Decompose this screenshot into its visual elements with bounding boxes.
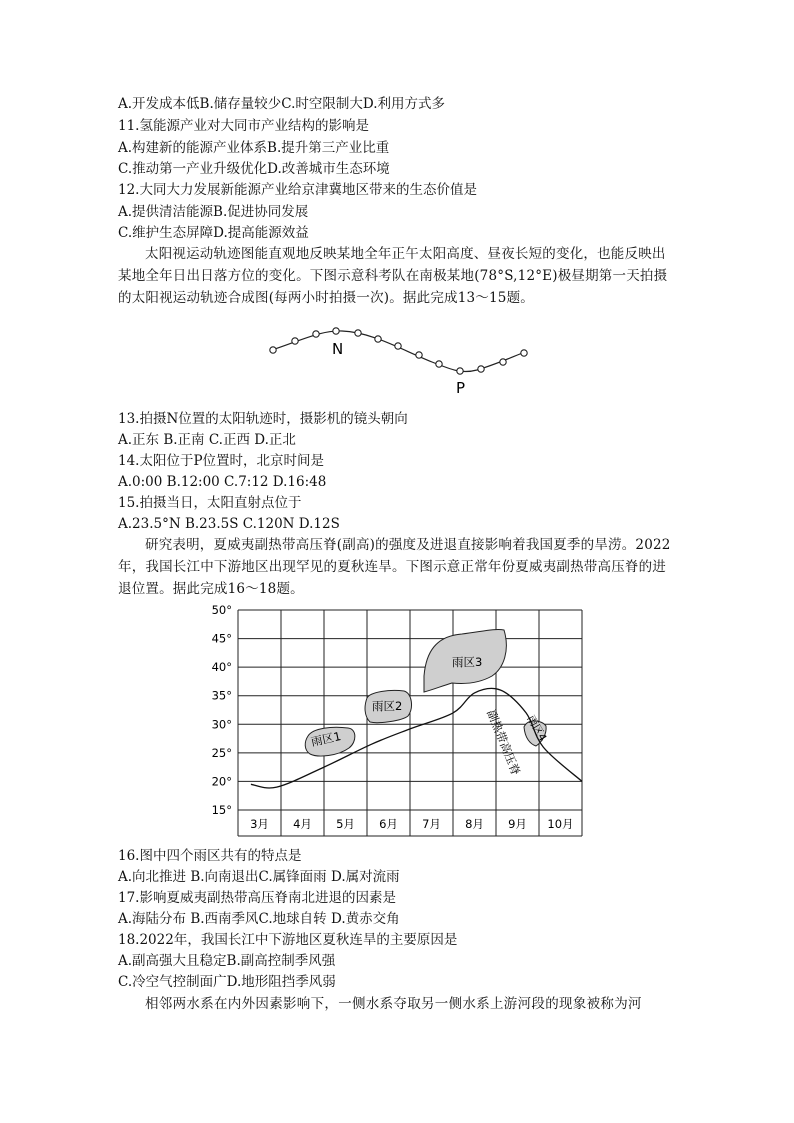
passage-river-capture: 相邻两水系在内外因素影响下，一侧水系夺取另一侧水系上游河段的现象被称为河 — [145, 996, 642, 1012]
q13-options: A.正东 B.正南 C.正西 D.正北 — [118, 432, 296, 448]
rain-area-1-label: 雨区1 — [309, 728, 343, 749]
q17-stem: 17.影响夏威夷副热带高压脊南北进退的因素是 — [118, 890, 396, 906]
q15-options: A.23.5°N B.23.5S C.120N D.12S — [118, 516, 340, 532]
rain-area-3-label: 雨区3 — [452, 655, 483, 669]
q17-options: A.海陆分布 B.西南季风C.地球自转 D.黄赤交角 — [118, 911, 400, 927]
q16-options: A.向北推进 B.向南退出C.属锋面雨 D.属对流雨 — [118, 869, 400, 885]
passage-sun-path: 太阳视运动轨迹图能直观地反映某地全年正午太阳高度、昼夜长短的变化，也能反映出某地全年日出日落方位的变化。下图示意科考队在南极某地(78°S,12°E)极昼期第一天拍摄的太阳视运动轨迹合成图(每两小时拍摄一次)。据此完成13～15题。 — [118, 246, 668, 306]
subtropical-high-chart — [200, 600, 590, 842]
q12-options-1: A.提供清洁能源B.促进协同发展 — [118, 204, 309, 220]
q11-stem: 11.氢能源产业对大同市产业结构的影响是 — [118, 118, 369, 134]
label-p: P — [456, 379, 466, 397]
q18-options-1: A.副高强大且稳定B.副高控制季风强 — [118, 953, 336, 969]
rain-area-4-label: 雨区4 — [524, 713, 549, 744]
sun-path-figure — [262, 322, 534, 398]
q14-options: A.0:00 B.12:00 C.7:12 D.16:48 — [118, 474, 327, 490]
y-tick-label: 50° — [211, 603, 232, 617]
y-axis-labels — [212, 603, 232, 817]
y-tick-label: 40° — [211, 660, 232, 675]
x-tick-label: 9月 — [508, 817, 527, 831]
x-tick-label: 4月 — [293, 817, 312, 831]
x-tick-label: 5月 — [336, 817, 355, 831]
q10-options: A.开发成本低B.储存量较少C.时空限制大D.利用方式多 — [118, 96, 446, 112]
ridge-label: 副热带高压脊 — [484, 707, 524, 778]
x-tick-label: 6月 — [379, 817, 398, 831]
q13-stem: 13.拍摄N位置的太阳轨迹时，摄影机的镜头朝向 — [118, 411, 408, 427]
q18-stem: 18.2022年，我国长江中下游地区夏秋连旱的主要原因是 — [118, 932, 458, 948]
y-tick-label: 45° — [211, 631, 232, 646]
x-tick-label: 3月 — [250, 817, 269, 831]
passage-subtropical-high: 研究表明，夏威夷副热带高压脊(副高)的强度及进退直接影响着我国夏季的旱涝。2022年，我国长江中下游地区出现罕见的夏秋连旱。下图示意正常年份夏威夷副热带高压脊的进退位置。据此完成16～18题。 — [118, 537, 671, 597]
x-tick-label: 7月 — [422, 817, 441, 831]
y-tick-label: 25° — [211, 745, 232, 760]
y-tick-label: 15° — [211, 803, 232, 817]
q12-options-2: C.维护生态屏障D.提高能源效益 — [118, 225, 309, 241]
rain-area-2-label: 雨区2 — [372, 699, 403, 713]
q12-stem: 12.大同大力发展新能源产业给京津冀地区带来的生态价值是 — [118, 182, 477, 198]
q16-stem: 16.图中四个雨区共有的特点是 — [118, 848, 302, 864]
q15-stem: 15.拍摄当日，太阳直射点位于 — [118, 495, 302, 511]
y-tick-label: 30° — [211, 717, 232, 732]
sun-position-dots — [270, 328, 527, 374]
q14-stem: 14.太阳位于P位置时，北京时间是 — [118, 453, 325, 469]
x-axis-labels — [250, 817, 573, 831]
y-tick-label: 20° — [211, 774, 232, 789]
q11-options-1: A.构建新的能源产业体系B.提升第三产业比重 — [118, 140, 390, 156]
label-n: N — [332, 340, 344, 358]
x-tick-label: 10月 — [547, 817, 574, 831]
y-tick-label: 35° — [211, 688, 232, 703]
q11-options-2: C.推动第一产业升级优化D.改善城市生态环境 — [118, 161, 390, 177]
x-tick-label: 8月 — [465, 817, 484, 831]
sun-path-curve — [272, 331, 525, 372]
q18-options-2: C.冷空气控制面广D.地形阻挡季风弱 — [118, 974, 336, 990]
